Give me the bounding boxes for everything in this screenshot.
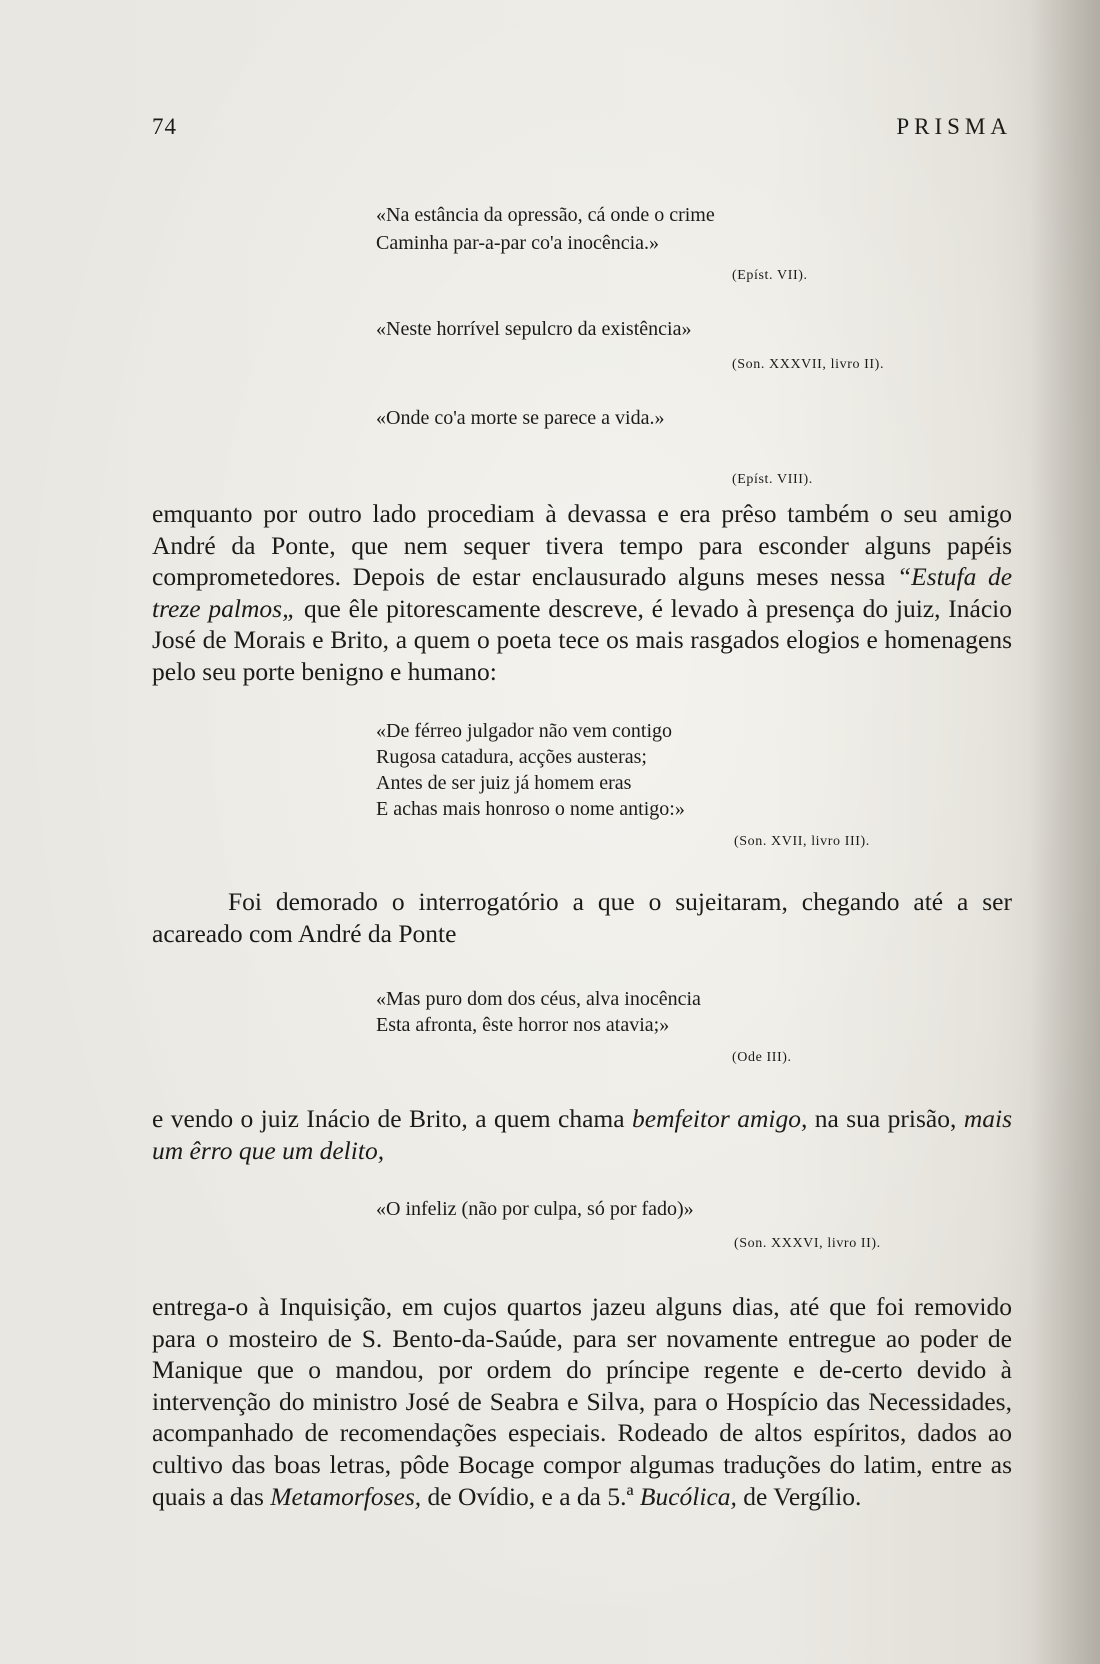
paragraph (152, 1103, 1012, 1166)
quote-line: «Na estância da opressão, cá onde o crime (376, 204, 715, 226)
quote-line: «De férreo julgador não vem contigo (376, 720, 673, 742)
quote-citation: (Son. XXXVI, livro II). (734, 1236, 881, 1251)
paragraph-text: na sua prisão, (807, 1104, 964, 1133)
paragraph (152, 886, 1012, 949)
quote-line: Caminha par-a-par co'a inocência.» (376, 232, 660, 254)
quote-citation: (Son. XXXVII, livro II). (732, 357, 885, 372)
quote-line: «Onde co'a morte se parece a vida.» (376, 407, 665, 429)
paragraph-text: Foi demorado o interrogatório a que o sujeitaram, chegando até a ser acareado com André da Ponte (152, 887, 1012, 948)
quote-line: «O infeliz (não por culpa, só por fado)» (376, 1198, 694, 1220)
page-number: 74 (152, 114, 177, 139)
quote-line: E achas mais honroso o nome antigo:» (376, 798, 685, 820)
paragraph-text: emquanto por outro lado procediam à devassa e era prêso também o seu amigo André da Ponte, que nem sequer tivera tempo para esconder alguns papéis comprometedores. Depois de estar enclausurado alguns meses nessa (152, 499, 1012, 592)
paragraph-text: de Ovídio, e a da 5.ª (421, 1481, 640, 1511)
quote-line: «Neste horrível sepulcro da existência» (376, 318, 692, 340)
paragraph-text: e vendo o juiz Inácio de Brito, a quem chama (152, 1104, 633, 1133)
italic-phrase: “Estufa de treze palmos„ (152, 562, 1013, 623)
quote-line: Antes de ser juiz já homem eras (376, 772, 632, 794)
italic-phrase: mais um êrro que um delito, (152, 1104, 1012, 1165)
paragraph-text: de Vergílio. (736, 1481, 862, 1511)
quote-line: Esta afronta, êste horror nos atavia;» (376, 1014, 670, 1036)
italic-phrase: Bucólica, (639, 1481, 737, 1511)
quote-citation: (Ode III). (732, 1050, 792, 1065)
italic-phrase: bemfeitor amigo, (632, 1104, 808, 1133)
paragraph-text: que êle pitorescamente descreve, é levado à presença do juiz, Inácio José de Morais e Brito, a quem o poeta tece os mais rasgados elogios e homenagens pelo seu porte benigno e humano: (152, 593, 1012, 686)
italic-phrase: Metamorfoses, (270, 1481, 422, 1511)
quote-citation: (Epíst. VII). (732, 268, 808, 283)
paragraph (152, 498, 1012, 688)
paragraph (152, 1291, 1012, 1512)
quote-line: «Mas puro dom dos céus, alva inocência (376, 988, 701, 1010)
running-title: PRISMA (896, 114, 1012, 139)
quote-line: Rugosa catadura, acções austeras; (376, 746, 647, 768)
paragraph-text: entrega-o à Inquisição, em cujos quartos jazeu alguns dias, até que foi removido para o mosteiro de S. Bento-da-Saúde, para ser novamente entregue ao poder de Manique que o mandou, por ordem do príncipe regente e de-certo devido à intervenção do ministro José de Seabra e Silva, para o Hospício das Necessidades, acompanhado de recomendações especiais. Rodeado de altos espíritos, dados ao cultivo das boas letras, pôde Bocage compor algumas traduções do latim, entre as quais a das (152, 1292, 1012, 1511)
quote-citation: (Son. XVII, livro III). (734, 834, 870, 849)
quote-citation: (Epíst. VIII). (732, 472, 813, 487)
